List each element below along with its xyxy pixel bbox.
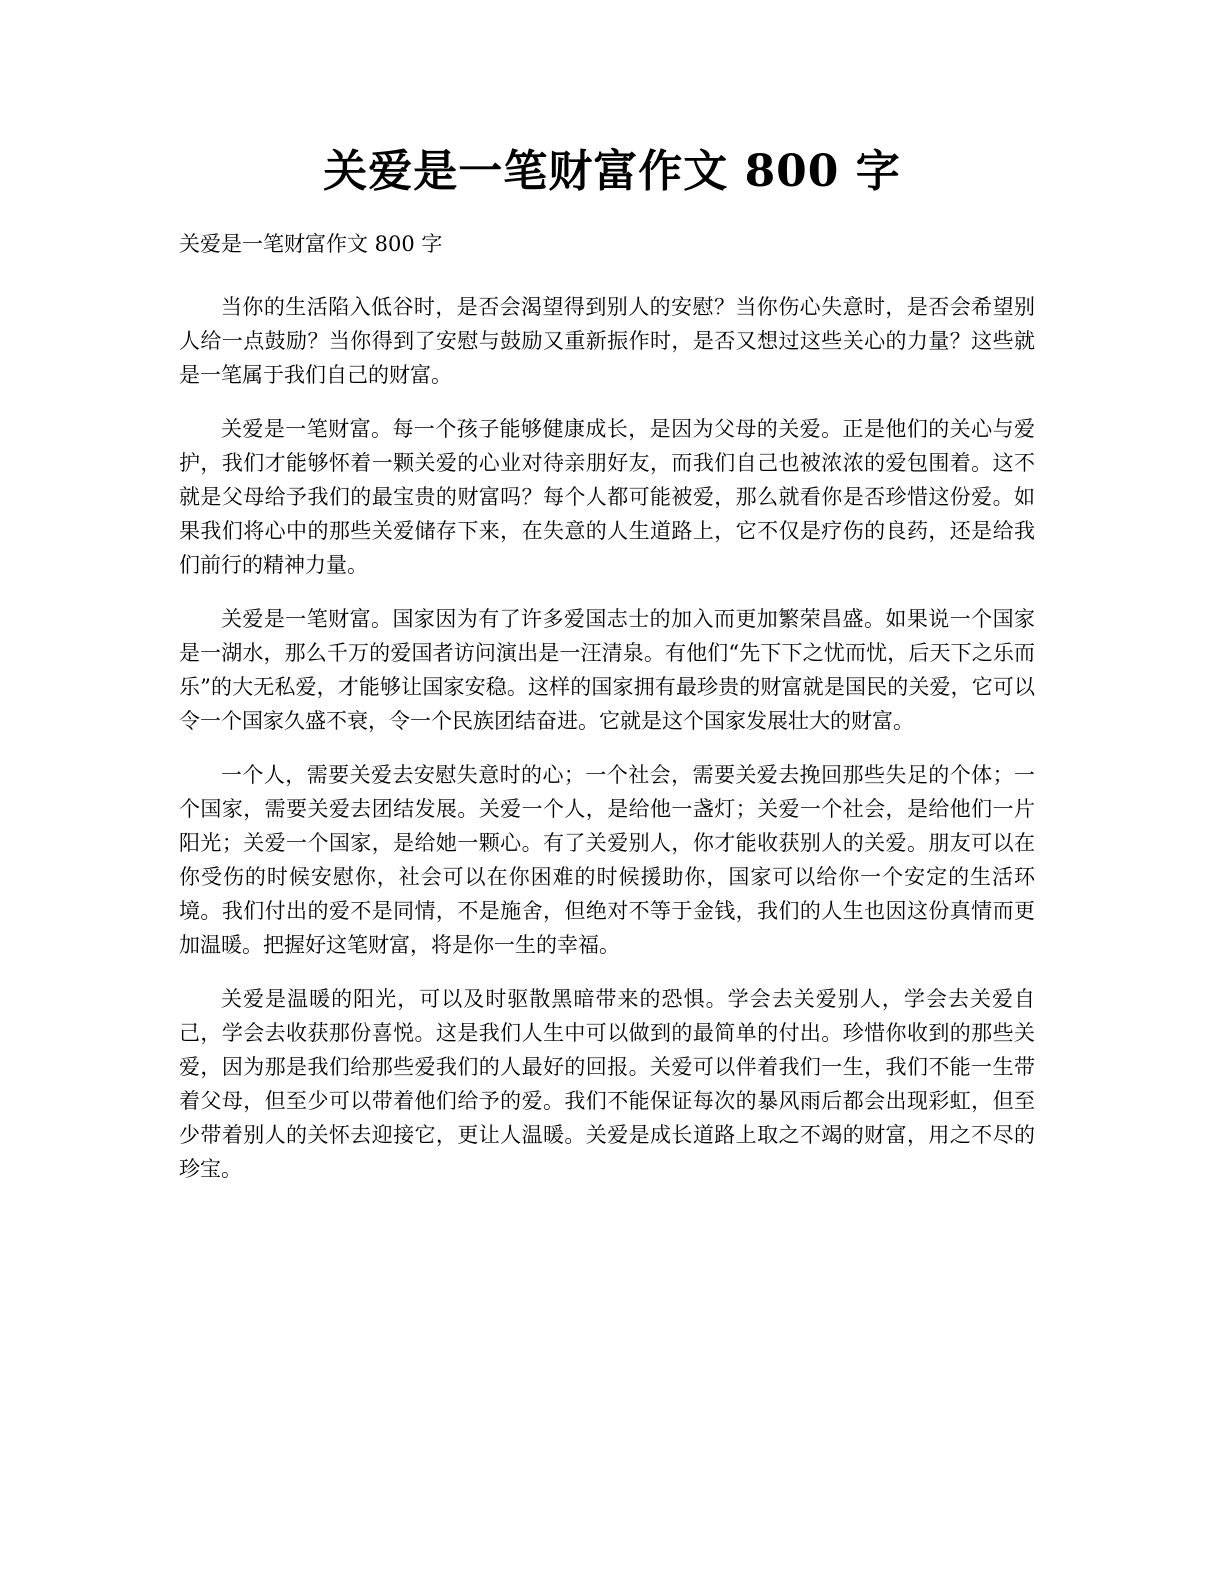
paragraph-1: 当你的生活陷入低谷时，是否会渴望得到别人的安慰？当你伤心失意时，是否会希望别人给一点鼓励？当你得到了安慰与鼓励又重新振作时，是否又想过这些关心的力量？这些就是一笔属于我们自己的财富。 bbox=[179, 295, 1035, 387]
paragraph-4: 一个人，需要关爱去安慰失意时的心；一个社会，需要关爱去挽回那些失足的个体；一个国家，需要关爱去团结发展。关爱一个人，是给他一盏灯；关爱一个社会，是给他们一片阳光；关爱一个国家，是给她一颗心。有了关爱别人，你才能收获别人的关爱。朋友可以在你受伤的时候安慰你，社会可以在你困难的时候援助你，国家可以给你一个安定的生活环境。我们付出的爱不是同情，不是施舍，但绝对不等于金钱，我们的人生也因这份真情而更加温暖。把握好这笔财富，将是你一生的幸福。 bbox=[179, 763, 1035, 957]
paragraph-2: 关爱是一笔财富。每一个孩子能够健康成长，是因为父母的关爱。正是他们的关心与爱护，我们才能够怀着一颗关爱的心业对待亲朋好友，而我们自己也被浓浓的爱包围着。这不就是父母给予我们的最宝贵的财富吗？每个人都可能被爱，那么就看你是否珍惜这份爱。如果我们将心中的那些关爱储存下来，在失意的人生道路上，它不仅是疗伤的良药，还是给我们前行的精神力量。 bbox=[179, 417, 1035, 577]
paragraph-5: 关爱是温暖的阳光，可以及时驱散黑暗带来的恐惧。学会去关爱别人，学会去关爱自己，学会去收获那份喜悦。这是我们人生中可以做到的最简单的付出。珍惜你收到的那些关爱，因为那是我们给那些爱我们的人最好的回报。关爱可以伴着我们一生，我们不能一生带着父母，但至少可以带着他们给予的爱。我们不能保证每次的暴风雨后都会出现彩虹，但至少带着别人的关怀去迎接它，更让人温暖。关爱是成长道路上取之不竭的财富，用之不尽的珍宝。 bbox=[179, 987, 1035, 1181]
document-body bbox=[179, 228, 1035, 1206]
document-subtitle: 关爱是一笔财富作文 800 字 bbox=[179, 232, 443, 256]
document-title: 关爱是一笔财富作文 800 字 bbox=[323, 146, 901, 197]
paragraph-3: 关爱是一笔财富。国家因为有了许多爱国志士的加入而更加繁荣昌盛。如果说一个国家是一湖水，那么千万的爱国者访问演出是一汪清泉。有他们“先下下之忧而忧，后天下之乐而乐”的大无私爱，才能够让国家安稳。这样的国家拥有最珍贵的财富就是国民的关爱，它可以令一个国家久盛不衰，令一个民族团结奋进。它就是这个国家发展壮大的财富。 bbox=[179, 607, 1035, 733]
